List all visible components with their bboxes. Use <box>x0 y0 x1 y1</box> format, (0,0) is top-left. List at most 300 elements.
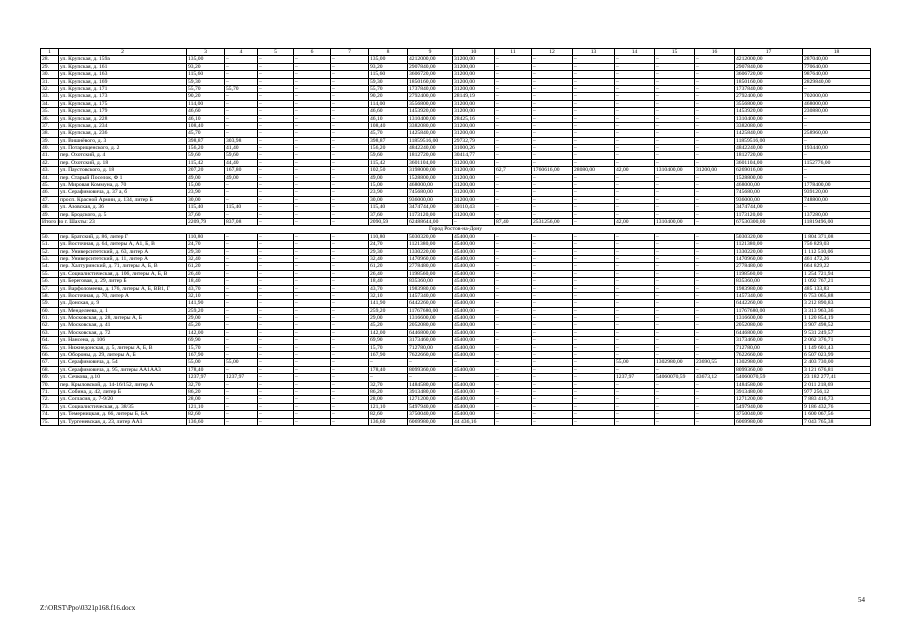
table-cell: – <box>695 270 735 277</box>
table-cell: 45400,00 <box>453 381 495 388</box>
table-row <box>41 63 871 70</box>
address-cell: ул. Нансена, д. 106 <box>59 337 187 344</box>
table-cell: – <box>615 411 655 418</box>
table-cell: 1737840,00 <box>735 85 803 92</box>
table-cell: – <box>695 411 735 418</box>
table-cell: – <box>615 137 655 144</box>
table-cell: 5497940,00 <box>408 403 453 410</box>
table-cell: 3750040,00 <box>735 411 803 418</box>
table-cell: – <box>453 218 495 225</box>
table-row <box>41 248 871 255</box>
table-cell: 3382080,00 <box>735 122 803 129</box>
table-cell: 1121380,00 <box>408 241 453 248</box>
table-row <box>41 204 871 211</box>
table-cell: 115,40 <box>369 204 408 211</box>
table-cell: – <box>294 322 331 329</box>
table-cell: – <box>495 403 532 410</box>
table-cell: – <box>294 137 331 144</box>
table-cell: – <box>225 366 258 373</box>
table-cell: 121,10 <box>369 403 408 410</box>
table-cell: – <box>495 108 532 115</box>
table-cell: 936000,00 <box>735 196 803 203</box>
address-cell: пер. Охотский, д. 18 <box>59 159 187 166</box>
table-cell: 1760616,00 <box>532 167 573 174</box>
table-cell: – <box>695 196 735 203</box>
table-cell: – <box>532 270 573 277</box>
table-cell: 1850160,00 <box>408 78 453 85</box>
table-cell: – <box>495 241 532 248</box>
table-cell: – <box>532 122 573 129</box>
table-cell: – <box>225 403 258 410</box>
table-cell: 3556800,00 <box>408 100 453 107</box>
table-cell: – <box>294 196 331 203</box>
table-cell: 46,10 <box>187 115 225 122</box>
table-cell: – <box>258 263 294 270</box>
table-cell: – <box>495 78 532 85</box>
table-cell: – <box>655 196 695 203</box>
table-cell: – <box>225 108 258 115</box>
table-cell: – <box>294 329 331 336</box>
address-cell: пер. Братский, д. 86, литер Г <box>59 233 187 240</box>
table-cell: – <box>655 315 695 322</box>
table-cell: – <box>655 174 695 181</box>
table-cell: – <box>258 93 294 100</box>
table-cell: 1316600,00 <box>408 315 453 322</box>
table-cell: 141,90 <box>369 300 408 307</box>
table-cell: 5030320,00 <box>408 233 453 240</box>
table-cell: 6 507 023,99 <box>803 352 871 359</box>
table-cell: 135,00 <box>369 56 408 63</box>
table-row <box>41 366 871 373</box>
table-cell: – <box>695 300 735 307</box>
table-cell: 1425840,00 <box>735 130 803 137</box>
table-cell: – <box>573 403 615 410</box>
table-row <box>41 285 871 292</box>
table-cell: – <box>615 396 655 403</box>
table-cell: – <box>258 71 294 78</box>
table-cell: 7 <box>331 49 369 56</box>
table-cell: – <box>695 218 735 225</box>
table-cell: 82,60 <box>369 411 408 418</box>
table-cell: 45400,00 <box>453 255 495 262</box>
table-cell: – <box>615 182 655 189</box>
table-cell: – <box>615 248 655 255</box>
table-cell: – <box>615 130 655 137</box>
table-cell: – <box>803 115 871 122</box>
table-cell: – <box>573 204 615 211</box>
table-cell: – <box>695 137 735 144</box>
table-cell: – <box>331 403 369 410</box>
table-cell: 30,00 <box>369 196 408 203</box>
table-cell: 45,70 <box>369 130 408 137</box>
table-cell: 6442260,00 <box>735 300 803 307</box>
table-cell: 49,00 <box>369 174 408 181</box>
table-cell: – <box>803 167 871 174</box>
table-cell: 53. <box>41 255 59 262</box>
table-cell: – <box>258 130 294 137</box>
table-cell: 32,40 <box>369 255 408 262</box>
table-cell: – <box>225 189 258 196</box>
table-cell: – <box>495 337 532 344</box>
table-cell: – <box>615 403 655 410</box>
table-cell: – <box>258 411 294 418</box>
section-row <box>41 226 871 233</box>
table-row <box>41 329 871 336</box>
table-cell: – <box>532 137 573 144</box>
table-cell: 1457340,00 <box>735 292 803 299</box>
table-row <box>41 196 871 203</box>
table-cell: 31200,00 <box>453 130 495 137</box>
table-cell: 1850160,00 <box>735 78 803 85</box>
table-cell: 55. <box>41 270 59 277</box>
table-cell: 35. <box>41 108 59 115</box>
table-cell: 8 <box>369 49 408 56</box>
address-cell: ул. Крупская, д. 173 <box>59 93 187 100</box>
table-cell: 2052080,00 <box>408 322 453 329</box>
table-row <box>41 278 871 285</box>
table-cell: – <box>655 182 695 189</box>
table-cell: – <box>495 307 532 314</box>
table-cell: – <box>495 233 532 240</box>
table-cell: – <box>655 388 695 395</box>
table-cell: 6069980,00 <box>408 418 453 425</box>
table-cell: – <box>495 255 532 262</box>
table-cell: – <box>294 85 331 92</box>
table-cell: 31200,00 <box>453 56 495 63</box>
table-cell: – <box>573 396 615 403</box>
table-cell: – <box>655 93 695 100</box>
table-cell: – <box>532 329 573 336</box>
table-cell: – <box>655 189 695 196</box>
table-row <box>41 352 871 359</box>
table-cell: 468000,00 <box>735 182 803 189</box>
table-cell: – <box>495 292 532 299</box>
header-row <box>41 49 871 56</box>
table-cell: 41. <box>41 152 59 159</box>
table-cell: – <box>331 396 369 403</box>
table-cell: 45400,00 <box>453 263 495 270</box>
table-cell: – <box>331 100 369 107</box>
table-cell: – <box>532 263 573 270</box>
table-cell: – <box>695 71 735 78</box>
address-cell: ул. Восточная, д. 70, литер А <box>59 292 187 299</box>
table-cell: – <box>615 100 655 107</box>
table-cell: 37,60 <box>187 211 225 218</box>
table-cell: 62. <box>41 322 59 329</box>
table-cell: 93,20 <box>187 63 225 70</box>
table-cell: – <box>495 93 532 100</box>
table-cell: 45400,00 <box>453 396 495 403</box>
table-cell: – <box>294 218 331 225</box>
table-cell: 45400,00 <box>453 278 495 285</box>
table-cell: 461 472,26 <box>803 255 871 262</box>
table-cell: 69,90 <box>187 337 225 344</box>
table-cell: – <box>258 248 294 255</box>
table-cell: – <box>573 71 615 78</box>
table-cell: – <box>532 337 573 344</box>
table-row <box>41 263 871 270</box>
table-cell: – <box>532 396 573 403</box>
table-cell: – <box>495 196 532 203</box>
table-cell: – <box>573 63 615 70</box>
table-cell: 702000,00 <box>803 93 871 100</box>
table-cell: – <box>258 152 294 159</box>
table-cell: 4842240,00 <box>408 145 453 152</box>
table-cell: 51. <box>41 241 59 248</box>
table-cell: – <box>615 381 655 388</box>
table-row <box>41 300 871 307</box>
table-cell: – <box>294 241 331 248</box>
table-cell: 2531256,00 <box>532 218 573 225</box>
table-cell: – <box>573 174 615 181</box>
table-cell: – <box>258 182 294 189</box>
table-cell: – <box>573 418 615 425</box>
table-cell: – <box>695 388 735 395</box>
table-row <box>41 315 871 322</box>
table-cell: 1 <box>41 49 59 56</box>
table-cell: – <box>294 71 331 78</box>
table-cell: – <box>331 411 369 418</box>
table-cell: – <box>803 204 871 211</box>
table-cell: – <box>532 56 573 63</box>
address-cell: ул. Московская, д. 41 <box>59 322 187 329</box>
table-cell: 28425,16 <box>453 115 495 122</box>
table-cell: 2 403 730,00 <box>803 359 871 366</box>
table-cell: – <box>615 145 655 152</box>
address-cell: ул. Крупская, д. 236 <box>59 130 187 137</box>
address-cell: пер. Халтуринский, д. 71, литеры А, Б, В <box>59 263 187 270</box>
table-cell: – <box>495 56 532 63</box>
table-cell: 11 <box>495 49 532 56</box>
table-cell: – <box>695 189 735 196</box>
table-cell: 178,40 <box>369 366 408 373</box>
table-cell: – <box>655 122 695 129</box>
table-cell: 835360,00 <box>735 278 803 285</box>
table-cell: 1470960,00 <box>408 255 453 262</box>
table-cell: – <box>294 122 331 129</box>
table-cell: 1271200,00 <box>408 396 453 403</box>
table-cell: – <box>258 270 294 277</box>
table-cell: – <box>655 108 695 115</box>
table-cell: 45,70 <box>187 130 225 137</box>
table-cell: – <box>369 374 408 381</box>
table-cell: 1 254 721,94 <box>803 270 871 277</box>
table-cell: – <box>294 307 331 314</box>
table-cell: 39. <box>41 137 59 144</box>
table-cell: 485 133,83 <box>803 285 871 292</box>
table-cell: 24,70 <box>187 241 225 248</box>
table-cell: 34. <box>41 100 59 107</box>
table-cell: – <box>294 174 331 181</box>
table-cell: – <box>294 263 331 270</box>
address-cell: ул. Серафимовича, д. 95, литеры АА1АА3 <box>59 366 187 373</box>
table-cell: – <box>294 108 331 115</box>
table-row <box>41 137 871 144</box>
table-cell: 59,30 <box>187 78 225 85</box>
table-cell: – <box>225 388 258 395</box>
table-cell: – <box>615 241 655 248</box>
table-cell: – <box>695 329 735 336</box>
table-cell: 1310400,00 <box>655 218 695 225</box>
table-cell: 33. <box>41 93 59 100</box>
table-cell: – <box>615 292 655 299</box>
table-cell: 86,20 <box>187 388 225 395</box>
table-cell: 93,20 <box>369 63 408 70</box>
table-cell: 31. <box>41 78 59 85</box>
table-cell: – <box>655 159 695 166</box>
table-cell: – <box>532 85 573 92</box>
table-cell: – <box>495 174 532 181</box>
table-cell: – <box>225 411 258 418</box>
table-cell: 7 883 416,73 <box>803 396 871 403</box>
table-cell: 468000,00 <box>803 100 871 107</box>
table-cell: 15 <box>655 49 695 56</box>
table-cell: 45400,00 <box>453 344 495 351</box>
table-cell: – <box>225 329 258 336</box>
table-cell: 1173120,00 <box>408 211 453 218</box>
table-cell: 32. <box>41 85 59 92</box>
table-cell: 115,60 <box>369 71 408 78</box>
table-cell: – <box>331 270 369 277</box>
table-cell: – <box>573 322 615 329</box>
table-row <box>41 403 871 410</box>
table-cell: 49. <box>41 211 59 218</box>
table-cell: 156,20 <box>187 145 225 152</box>
table-cell: 31200,00 <box>453 122 495 129</box>
table-cell: 1983980,00 <box>408 285 453 292</box>
table-cell: – <box>573 152 615 159</box>
table-cell: – <box>294 93 331 100</box>
table-cell: – <box>258 167 294 174</box>
table-cell: 31200,00 <box>453 196 495 203</box>
table-cell: – <box>573 329 615 336</box>
table-cell: – <box>532 78 573 85</box>
address-cell: ул. Тургеневская, д. 23, литер АА1 <box>59 418 187 425</box>
table-row <box>41 78 871 85</box>
table-cell: 939120,00 <box>803 189 871 196</box>
table-cell: 398,87 <box>187 137 225 144</box>
table-cell: – <box>331 218 369 225</box>
table-cell: – <box>573 248 615 255</box>
table-cell: – <box>655 130 695 137</box>
address-cell: ул. Крупская, д. 169 <box>59 78 187 85</box>
address-cell: ул. Крупская, д. 161 <box>59 63 187 70</box>
table-cell: – <box>655 329 695 336</box>
table-cell: 45400,00 <box>453 388 495 395</box>
table-cell: 3173460,00 <box>408 337 453 344</box>
table-cell: 68. <box>41 366 59 373</box>
table-cell: – <box>655 344 695 351</box>
table-cell: – <box>258 85 294 92</box>
table-cell: 102,50 <box>369 167 408 174</box>
table-cell: 1528800,00 <box>408 174 453 181</box>
table-cell: – <box>495 211 532 218</box>
table-cell: – <box>258 63 294 70</box>
table-cell: 32,40 <box>187 255 225 262</box>
table-cell: 11819496,00 <box>803 218 871 225</box>
table-cell: – <box>573 344 615 351</box>
table-cell: – <box>615 322 655 329</box>
table-cell: – <box>573 130 615 137</box>
table-cell: – <box>573 307 615 314</box>
address-cell: пер. Университетский, д. 63, литер А <box>59 248 187 255</box>
table-cell: 1237,97 <box>225 374 258 381</box>
table-cell: 287040,00 <box>803 56 871 63</box>
table-cell: – <box>573 196 615 203</box>
table-cell: – <box>573 100 615 107</box>
table-cell: – <box>331 285 369 292</box>
table-cell: – <box>225 211 258 218</box>
table-cell: 142,00 <box>369 329 408 336</box>
table-cell: – <box>573 182 615 189</box>
table-cell: – <box>495 396 532 403</box>
table-cell: – <box>695 352 735 359</box>
table-cell: 31200,00 <box>453 174 495 181</box>
address-cell: ул. Темерницкая, д. 66, литеры Б, БА <box>59 411 187 418</box>
table-cell: – <box>258 396 294 403</box>
table-cell: 3 313 963,36 <box>803 307 871 314</box>
table-cell: – <box>532 93 573 100</box>
table-cell: – <box>294 63 331 70</box>
table-cell: – <box>258 366 294 373</box>
table-cell: 770640,00 <box>803 63 871 70</box>
table-cell: – <box>655 381 695 388</box>
table-cell: – <box>258 381 294 388</box>
table-cell: – <box>294 278 331 285</box>
table-cell: 11767680,00 <box>408 307 453 314</box>
table-cell: Итого по г. Шахты: 23 <box>42 218 95 225</box>
address-cell: ул. Варфоломеева, д. 176, литеры А, Б, ВВ1, Г <box>59 285 187 292</box>
table-cell: – <box>655 307 695 314</box>
table-cell: – <box>532 63 573 70</box>
table-cell: – <box>258 359 294 366</box>
table-cell: – <box>331 337 369 344</box>
table-cell: – <box>331 211 369 218</box>
address-cell: ул. Крупская, д. 228 <box>59 115 187 122</box>
table-cell: 6 <box>294 49 331 56</box>
table-cell: – <box>615 71 655 78</box>
table-cell: 110,80 <box>187 233 225 240</box>
table-cell: 1 149 601,43 <box>803 344 871 351</box>
table-cell: – <box>615 337 655 344</box>
table-cell: – <box>655 56 695 63</box>
table-cell: – <box>573 374 615 381</box>
table-cell: 65. <box>41 344 59 351</box>
table-cell: – <box>532 352 573 359</box>
table-cell: 7622660,00 <box>735 352 803 359</box>
table-cell: 45400,00 <box>453 241 495 248</box>
table-cell: – <box>615 418 655 425</box>
table-cell: – <box>225 263 258 270</box>
table-cell: 1453920,00 <box>735 108 803 115</box>
table-cell: – <box>532 241 573 248</box>
table-cell: – <box>225 352 258 359</box>
table-cell: 29,00 <box>187 315 225 322</box>
table-cell: – <box>615 344 655 351</box>
table-cell: – <box>615 189 655 196</box>
address-cell: 2 <box>59 49 187 56</box>
table-cell: – <box>294 344 331 351</box>
table-cell: 3601104,00 <box>735 159 803 166</box>
table-cell: 259,20 <box>369 307 408 314</box>
table-cell: – <box>225 130 258 137</box>
table-cell: 5030320,00 <box>735 233 803 240</box>
table-row <box>41 56 871 63</box>
table-cell: – <box>294 352 331 359</box>
table-cell: – <box>695 418 735 425</box>
table-cell: 46,60 <box>369 108 408 115</box>
table-cell: 1484580,00 <box>408 381 453 388</box>
